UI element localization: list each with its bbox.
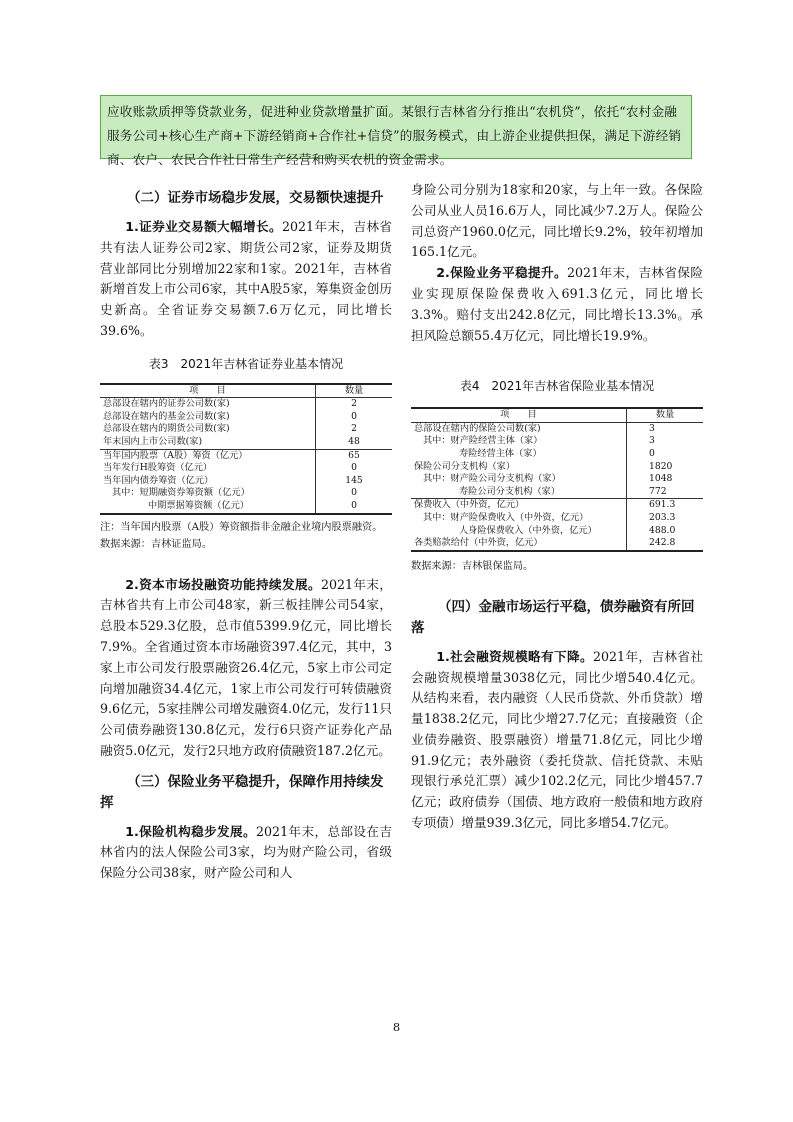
paragraph-insurance-business <box>411 263 703 346</box>
table3-caption: 表3 2021年吉林省证券业基本情况 <box>148 356 344 371</box>
paragraph-lead: 1.社会融资规模略有下降。 <box>436 648 593 664</box>
paragraph-capital-market <box>100 575 392 762</box>
table-row: 年末国内上市公司数(家) 48 <box>100 436 392 449</box>
table-row: 各类赔款给付（中外资，亿元） 242.8 <box>411 537 703 551</box>
paragraph-body: 2021年末，总部设在吉林省内的法人保险公司3家，均为财产险公司，省级保险分公司38家，财产险公司和人 <box>100 823 392 881</box>
page-number: 8 <box>392 1020 401 1034</box>
paragraph-lead: 1.证券业交易额大幅增长。 <box>125 219 282 234</box>
table-row: 寿险公司分支机构（家） 772 <box>411 486 703 499</box>
section-title-insurance: （三）保险业务平稳提升，保障作用持续发挥 <box>100 773 384 811</box>
table-row: 人身险保费收入（中外资，亿元） 488.0 <box>411 525 703 538</box>
table-row: 其中：财产险经营主体（家） 3 <box>411 435 703 448</box>
table-row: 寿险经营主体（家） 0 <box>411 448 703 461</box>
paragraph-lead: 2.保险业务平稳提升。 <box>436 265 568 281</box>
paragraph-insurance-institutions <box>100 822 392 884</box>
section-title-financial-market: （四）金融市场运行平稳，债券融资有所回落 <box>411 598 695 636</box>
table4-head-value: 数量 <box>627 408 704 422</box>
table-row: 总部设在辖内的基金公司数(家) 0 <box>100 411 392 424</box>
paragraph-body: 2021年末，吉林省共有上市公司48家，新三板挂牌公司54家，总股本529.3亿股，总市值5399.9亿元，同比增长7.9%。全省通过资本市场融资397.4亿元，其中，3家上市公司发行股票融资26.4亿元，5家上市公司定向增加融资34.4亿元，1家上市公司发行可转债融资9.6亿元，5家挂牌公司增发融资4.0亿元，发行11只公司债券融资130.8亿元，发行6只资产证券化产品融资5.0亿元，发行2只地方政府债融资187.2亿元。 <box>100 576 392 758</box>
table-row: 总部设在辖内的保险公司数(家) 3 <box>411 422 703 435</box>
section-title-securities: （二）证券市场稳步发展，交易额快速提升 <box>127 190 384 206</box>
right-column <box>411 180 703 834</box>
table-row: 中期票据筹资额（亿元） 0 <box>100 500 392 514</box>
table-row: 其中：财产险保费收入（中外资，亿元） 203.3 <box>411 512 703 525</box>
paragraph-body: 2021年，吉林省社会融资规模增量3038亿元，同比少增540.4亿元。从结构来看，表内融资（人民币贷款、外币贷款）增量1838.2亿元，同比少增27.7亿元；直接融资（企业债券融资、股票融资）增量71.8亿元，同比少增91.9亿元；表外融资（委托贷款、信托贷款、未贴现银行承兑汇票）减少102.2亿元，同比少增457.7亿元；政府债券（国债、地方政府一般债和地方政府专项债）增量939.3亿元，同比多增54.7亿元。 <box>411 648 703 831</box>
table-row: 保险公司分支机构（家） 1820 <box>411 461 703 474</box>
table-row: 其中：财产险公司分支机构（家） 1048 <box>411 473 703 486</box>
paragraph-body: 2021年末，吉林省保险业实现原保险保费收入691.3亿元，同比增长3.3%。赔付支出242.8亿元，同比增长13.3%。承担风险总额55.4万亿元，同比增长19.9%。 <box>411 265 703 343</box>
table-row: 当年国内股票（A股）筹资（亿元） 65 <box>100 449 392 462</box>
table3-source: 数据来源：吉林证监局。 <box>100 538 213 550</box>
paragraph-lead: 1.保险机构稳步发展。 <box>125 823 257 839</box>
paragraph-insurance-continued: 身险公司分别为18家和20家，与上年一致。各保险公司从业人员16.6万人，同比减少7.2万人。保险公司总资产1960.0亿元，同比增长9.2%，较年初增加165.1亿元。 <box>411 182 703 260</box>
table-row: 保费收入（中外资，亿元） 691.3 <box>411 499 703 512</box>
table-row: 当年发行H股筹资（亿元） 0 <box>100 462 392 475</box>
table4 <box>411 407 703 552</box>
table3-head-value: 数量 <box>316 384 393 398</box>
table-row: 总部设在辖内的期货公司数(家) 2 <box>100 423 392 436</box>
left-column <box>100 188 392 884</box>
paragraph-social-financing <box>411 647 703 834</box>
paragraph-securities-trading <box>100 217 392 342</box>
table4-caption: 表4 2021年吉林省保险业基本情况 <box>459 379 655 394</box>
table3-head-item: 项 目 <box>100 384 316 398</box>
table4-head-item: 项 目 <box>411 408 627 422</box>
highlight-box-text: 应收账款质押等贷款业务，促进种业贷款增量扩面。某银行吉林省分行推出“农机贷”，依托“农村金融服务公司+核心生产商+下游经销商+合作社+信贷”的服务模式，由上游企业提供担保，满足下游经销商、农户、农民合作社日常生产经营和购买农机的资金需求。 <box>107 104 682 167</box>
table-row: 当年国内债券筹资（亿元） 145 <box>100 475 392 488</box>
table-row: 总部设在辖内的证券公司数(家) 2 <box>100 398 392 411</box>
paragraph-lead: 2.资本市场投融资功能持续发展。 <box>125 576 321 592</box>
paragraph-body: 2021年末，吉林省共有法人证券公司2家、期货公司2家，证券及期货营业部同比分别增加22家和1家。2021年，吉林省新增首发上市公司6家，其中A股5家，筹集资金创历史新高。全省证券交易额7.6万亿元，同比增长39.6%。 <box>100 219 392 338</box>
table3-note: 注：当年国内股票（A股）筹资额指非金融企业境内股票融资。 <box>100 521 383 533</box>
table3 <box>100 383 392 515</box>
highlight-box <box>100 95 692 167</box>
table4-source: 数据来源：吉林银保监局。 <box>411 560 534 572</box>
table-row: 其中：短期融资券筹资额（亿元） 0 <box>100 487 392 500</box>
